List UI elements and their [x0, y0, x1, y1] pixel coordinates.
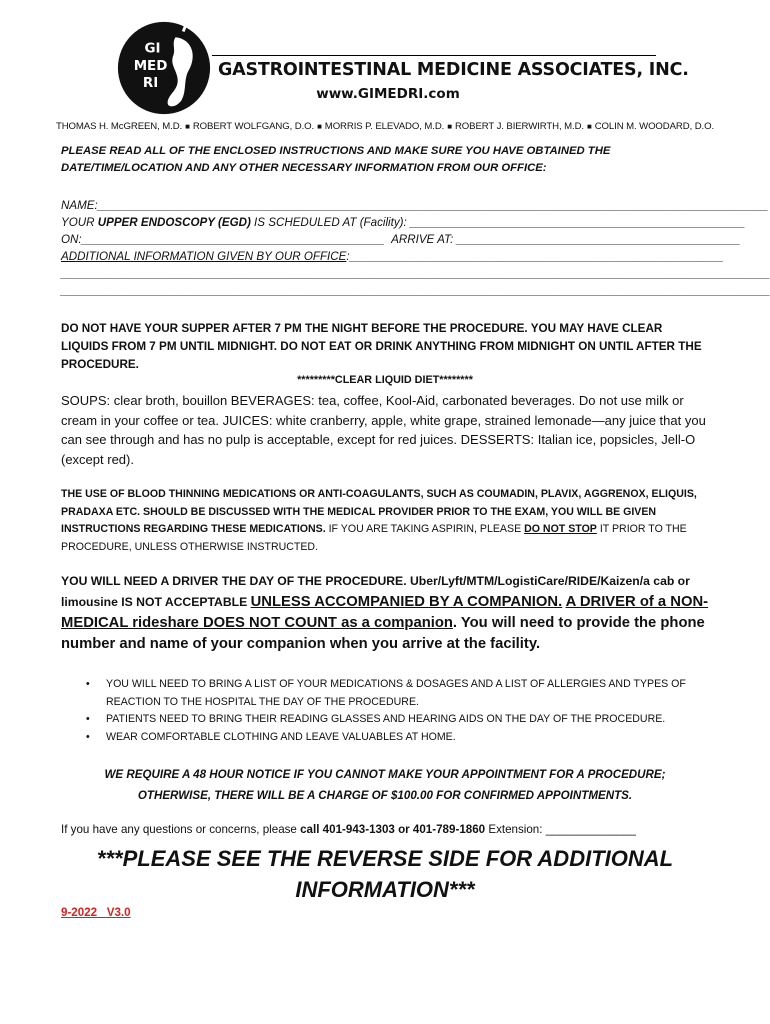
org-name: GASTROINTESTINAL MEDICINE ASSOCIATES, INC.: [218, 60, 689, 80]
list-item: [82, 729, 722, 747]
blood-thinner-notice: [61, 486, 711, 556]
procedure-name: UPPER ENDOSCOPY (EGD): [97, 216, 251, 229]
aspirin-text: IF YOU ARE TAKING ASPIRIN, PLEASE: [325, 523, 525, 535]
extension-blank: Extension: ______________: [485, 823, 636, 836]
additional-line: ADDITIONAL INFORMATION GIVEN BY OUR OFFICE:__________________________________________________________: [61, 250, 724, 263]
driver-part-1: YOU WILL NEED A DRIVER THE DAY OF THE PROCEDURE. Uber/Lyft/MTM/LogistiCare/RIDE/Kaizen/a cab or limousine IS NOT ACCEPTABLE: [61, 574, 690, 609]
clear-liquid-title: *********CLEAR LIQUID DIET********: [297, 374, 473, 386]
list-item-text: WEAR COMFORTABLE CLOTHING AND LEAVE VALUABLES AT HOME.: [106, 730, 456, 743]
appointment-form: [61, 197, 770, 299]
contact-line: [61, 823, 711, 836]
arrive-label: ARRIVE AT:: [391, 233, 457, 246]
separator-icon: ■: [586, 122, 592, 131]
svg-text:MED: MED: [133, 58, 168, 74]
physician-name: ROBERT J. BIERWIRTH, M.D.: [454, 121, 584, 132]
driver-companion: UNLESS ACCOMPANIED BY A COMPANION.: [250, 594, 563, 610]
facility-line: YOUR UPPER ENDOSCOPY (EGD) IS SCHEDULED AT (Facility): ____________________________________________________: [61, 216, 746, 229]
list-item: [82, 711, 722, 729]
reverse-line-2: INFORMATION***: [295, 877, 475, 902]
cancellation-notice: [0, 764, 770, 806]
physician-name: COLIN M. WOODARD, D.O.: [594, 121, 715, 132]
bullet-icon: •: [86, 730, 90, 743]
reverse-side-notice: [0, 843, 770, 905]
bullet-icon: •: [86, 713, 90, 725]
clear-liquid-diet-text: SOUPS: clear broth, bouillon BEVERAGES: tea, coffee, Kool-Aid, carbonated beverages. Do not use milk or cream in your coffee or tea. JUICES: white cranberry, apple, white grape, strained lemonade—any juice that you can see through and has no pulp is acceptable, except for red juices. DESSERTS: Italian ice, popsicles, Jell-O (except red).: [61, 393, 706, 467]
driver-rideshare: A DRIVER of a NON-MEDICAL rideshare DOES NOT COUNT as a companion: [61, 594, 709, 631]
svg-text:RI: RI: [142, 76, 159, 92]
scheduled-prefix: YOUR: [61, 216, 98, 229]
separator-icon: ■: [317, 122, 322, 131]
physician-list: [0, 121, 770, 132]
physician-name: THOMAS H. McGREEN, M.D.: [55, 121, 183, 132]
date-line: ON:_______________________________________________ ARRIVE AT: ____________________________________________: [61, 233, 741, 246]
scheduled-suffix: IS SCHEDULED AT (Facility):: [250, 216, 410, 229]
reminder-list: [82, 676, 722, 746]
website-link[interactable]: www.GIMEDRI.com: [316, 86, 460, 102]
cancellation-line-1: WE REQUIRE A 48 HOUR NOTICE IF YOU CANNOT MAKE YOUR APPOINTMENT FOR A PROCEDURE;: [104, 768, 666, 781]
physician-name: MORRIS P. ELEVADO, M.D.: [324, 121, 445, 132]
aspirin-text-end: IT PRIOR TO THE PROCEDURE, UNLESS OTHERWISE INSTRUCTED.: [61, 523, 687, 553]
separator-icon: ■: [185, 122, 190, 131]
driver-notice: [61, 571, 711, 655]
bullet-icon: •: [86, 678, 90, 690]
additional-colon: :: [346, 250, 350, 263]
list-item-text: PATIENTS NEED TO BRING THEIR READING GLASSES AND HEARING AIDS ON THE DAY OF THE PROCEDURE.: [106, 713, 666, 725]
blank-line: ______________________________________________________________________________________________________________: [61, 267, 770, 280]
cancellation-line-2: OTHERWISE, THERE WILL BE A CHARGE OF $100.00 FOR CONFIRMED APPOINTMENTS.: [137, 789, 633, 802]
supper-notice: DO NOT HAVE YOUR SUPPER AFTER 7 PM THE NIGHT BEFORE THE PROCEDURE. YOU MAY HAVE CLEAR LIQUIDS FROM 7 PM UNTIL MIDNIGHT. DO NOT EAT OR DRINK ANYTHING FROM MIDNIGHT ON UNTIL AFTER THE PROCEDURE.: [61, 322, 702, 371]
blank-line: ______________________________________________________________________________________________________________: [61, 284, 770, 297]
do-not-stop: DO NOT STOP: [524, 523, 597, 535]
name-label: NAME:: [61, 199, 98, 212]
additional-label: ADDITIONAL INFORMATION GIVEN BY OUR OFFICE: [61, 250, 347, 263]
separator-icon: ■: [447, 122, 452, 131]
header-rule: [212, 55, 656, 56]
intro-instructions: PLEASE READ ALL OF THE ENCLOSED INSTRUCTIONS AND MAKE SURE YOU HAVE OBTAINED THE DATE/TIME/LOCATION AND ANY OTHER NECESSARY INFORMATION FROM OUR OFFICE:: [61, 145, 611, 174]
on-label: ON:: [61, 233, 82, 246]
svg-text:GI: GI: [144, 41, 161, 57]
blood-thinner-bold: THE USE OF BLOOD THINNING MEDICATIONS OR ANTI-COAGULANTS, SUCH AS COUMADIN, PLAVIX, AGGRENOX, ELIQUIS, PRADAXA ETC. SHOULD BE DISCUSSED WITH THE MEDICAL PROVIDER PRIOR TO THE EXAM, YOU WILL BE GIVEN INSTRUCTIONS REGARDING THESE MEDICATIONS.: [61, 488, 697, 535]
reverse-line-1: ***PLEASE SEE THE REVERSE SIDE FOR ADDITIONAL: [96, 846, 674, 871]
list-item-text: YOU WILL NEED TO BRING A LIST OF YOUR MEDICATIONS & DOSAGES AND A LIST OF ALLERGIES AND TYPES OF REACTION TO THE HOSPITAL THE DAY OF THE PROCEDURE.: [106, 678, 686, 708]
driver-part-5: . You will need to provide the phone number and name of your companion when you arrive at the facility.: [61, 615, 705, 652]
contact-prefix: If you have any questions or concerns, please: [61, 823, 301, 836]
physician-name: ROBERT WOLFGANG, D.O.: [192, 121, 315, 132]
name-line: NAME:________________________________________________________________________________________________________: [61, 199, 769, 212]
phone-numbers[interactable]: call 401-943-1303 or 401-789-1860: [300, 823, 486, 836]
version-label: 9-2022 V3.0: [61, 906, 131, 919]
list-item: [82, 676, 722, 711]
